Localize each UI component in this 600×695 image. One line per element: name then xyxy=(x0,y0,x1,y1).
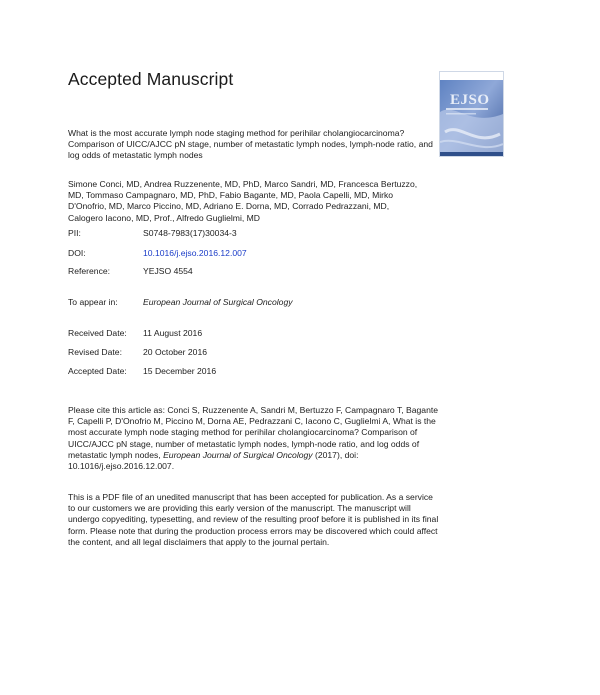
revised-date-label: Revised Date: xyxy=(68,347,122,357)
doi-label: DOI: xyxy=(68,248,86,258)
article-title: What is the most accurate lymph node staging method for perihilar cholangiocarcinoma? Comparison of UICC/AJCC pN stage, number of metastatic lymph nodes, lymph-node ratio, and log odds of metastatic lymph nodes xyxy=(68,128,433,161)
revised-date-value: 20 October 2016 xyxy=(143,347,208,357)
doi-link[interactable]: 10.1016/j.ejso.2016.12.007 xyxy=(143,248,247,258)
author-list: Simone Conci, MD, Andrea Ruzzenente, MD, PhD, Marco Sandri, MD, Francesca Bertuzzo, MD, Tommaso Campagnaro, MD, PhD, Fabio Bagante, MD, Paola Capelli, MD, Mirko D'Onofrio, MD, Marco Piccino, MD, Adriano E. Dorna, MD, Corrado Pedrazzani, MD, Calogero Iacono, MD, Prof., Alfredo Guglielmi, MD xyxy=(68,179,418,223)
cover-artwork xyxy=(440,72,503,156)
pii-label: PII: xyxy=(68,228,81,238)
accepted-date-label: Accepted Date: xyxy=(68,366,127,376)
citation-doi: (2017), doi: 10.1016/j.ejso.2016.12.007. xyxy=(68,449,359,472)
appear-in-value: European Journal of Surgical Oncology xyxy=(143,297,293,307)
journal-cover-image xyxy=(440,72,503,156)
received-date-value: 11 August 2016 xyxy=(143,328,203,338)
citation-journal: European Journal of Surgical Oncology xyxy=(163,449,313,460)
pii-value: S0748-7983(17)30034-3 xyxy=(143,228,237,238)
received-date-label: Received Date: xyxy=(68,328,127,338)
cover-journal-abbrev: EJSO xyxy=(450,92,490,108)
citation-paragraph xyxy=(68,405,440,472)
appear-in-label: To appear in: xyxy=(68,297,118,307)
reference-value: YEJSO 4554 xyxy=(143,266,193,276)
disclaimer-paragraph: This is a PDF file of an unedited manuscript that has been accepted for publication. As a service to our customers we are providing this early version of the manuscript. The manuscript will undergo copyediting, typesetting, and review of the resulting proof before it is published in its final form. Please note that during the production process errors may be discovered which could affect the content, and all legal disclaimers that apply to the journal pertain. xyxy=(68,492,439,547)
accepted-date-value: 15 December 2016 xyxy=(143,366,217,376)
citation-text: Please cite this article as: Conci S, Ruzzenente A, Sandri M, Bertuzzo F, Campagnaro T, Bagante F, Capelli P, D'Onofrio M, Piccino M, Dorna AE, Pedrazzani C, Iacono C, Guglielmi A, What is the most accurate lymph node staging method for perihilar cholangiocarcinoma? Comparison of UICC/AJCC pN stage, number of metastatic lymph nodes, lymph-node ratio, and log odds of metastatic lymph nodes, xyxy=(68,405,439,460)
reference-label: Reference: xyxy=(68,266,111,276)
page-heading: Accepted Manuscript xyxy=(68,69,234,89)
